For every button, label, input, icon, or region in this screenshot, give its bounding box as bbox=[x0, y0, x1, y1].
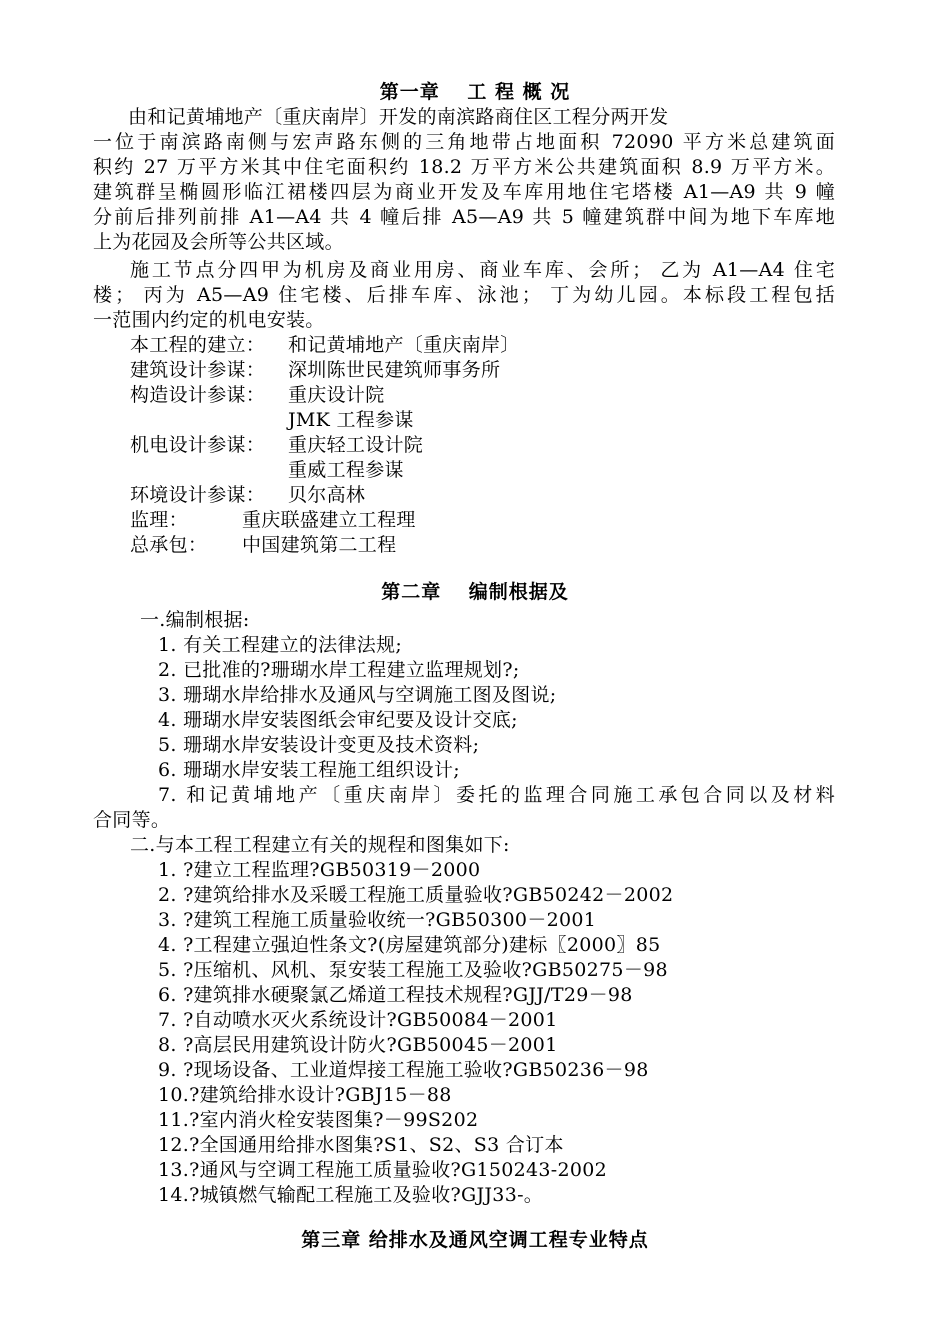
standards-list-item: 7. ?自动喷水灭火系统设计?GB50084－2001 bbox=[158, 1009, 558, 1031]
basis-list-item: 1. 有关工程建立的法律法规; bbox=[158, 634, 403, 656]
standards-list-item: 1. ?建立工程监理?GB50319－2000 bbox=[158, 859, 481, 881]
info-field-value: 深圳陈世民建筑师事务所 bbox=[288, 359, 501, 381]
chapter3-title: 第三章 给排水及通风空调工程专业特点 bbox=[301, 1229, 649, 1251]
info-field-architect bbox=[130, 358, 500, 383]
basis-list-item: 4. 珊瑚水岸安装图纸会审纪要及设计交底; bbox=[158, 709, 518, 731]
info-field-label: 构造设计参谋： bbox=[130, 384, 266, 406]
info-field-mep-2 bbox=[130, 458, 404, 483]
info-field-supervisor bbox=[130, 508, 416, 533]
info-field-contractor bbox=[130, 533, 396, 558]
standards-list-item: 2. ?建筑给排水及采暖工程施工质量验收?GB50242－2002 bbox=[158, 884, 674, 906]
info-field-landscape bbox=[130, 483, 365, 508]
standards-list-item: 12.?全国通用给排水图集?S1、S2、S3 合订本 bbox=[158, 1134, 564, 1156]
info-field-label: 建筑设计参谋： bbox=[130, 359, 266, 381]
standards-list-item: 11.?室内消火栓安装图集?－99S202 bbox=[158, 1109, 479, 1131]
chapter1-paragraph1-line: 一位于南滨路南侧与宏声路东侧的三角地带占地面积 72090 平方米总建筑面 bbox=[93, 131, 835, 153]
basis-list-item: 2. 已批准的?珊瑚水岸工程建立监理规划?; bbox=[158, 659, 520, 681]
chapter1-paragraph2-line: 一范围内约定的机电安装。 bbox=[93, 309, 325, 331]
section2-title: 二.与本工程工程建立有关的规程和图集如下: bbox=[130, 834, 510, 856]
info-field-value: 重庆设计院 bbox=[288, 384, 385, 406]
chapter1-paragraph1-line: 建筑群呈椭圆形临江裙楼四层为商业开发及车库用地住宅塔楼 A1—A9 共 9 幢 bbox=[93, 181, 835, 203]
standards-list-item: 8. ?高层民用建筑设计防火?GB50045－2001 bbox=[158, 1034, 558, 1056]
info-field-label: 监理： bbox=[130, 509, 188, 531]
basis-list-item: 5. 珊瑚水岸安装设计变更及技术资料; bbox=[158, 734, 480, 756]
basis-list-item-continuation: 合同等。 bbox=[93, 809, 171, 831]
chapter1-paragraph1-line: 由和记黄埔地产〔重庆南岸〕开发的南滨路商住区工程分两开发 bbox=[128, 106, 669, 128]
info-field-value: JMK 工程参谋 bbox=[288, 409, 414, 431]
chapter1-paragraph1-line: 分前后排列前排 A1—A4 共 4 幢后排 A5—A9 共 5 幢建筑群中间为地下车库地 bbox=[93, 206, 835, 228]
standards-list-item: 13.?通风与空调工程施工质量验收?G150243-2002 bbox=[158, 1159, 608, 1181]
basis-list-item: 6. 珊瑚水岸安装工程施工组织设计; bbox=[158, 759, 460, 781]
info-field-label: 总承包： bbox=[130, 534, 208, 556]
section1-title: 一.编制根据: bbox=[140, 609, 250, 631]
chapter1-paragraph1-line: 积约 27 万平方米其中住宅面积约 18.2 万平方米公共建筑面积 8.9 万平方米。 bbox=[93, 156, 835, 178]
chapter1-title: 第一章 工 程 概 况 bbox=[379, 81, 571, 103]
standards-list-item: 14.?城镇燃气输配工程施工及验收?GJJ33-。 bbox=[158, 1184, 544, 1206]
standards-list-item: 10.?建筑给排水设计?GBJ15－88 bbox=[158, 1084, 452, 1106]
info-field-mep bbox=[130, 433, 423, 458]
basis-list-item: 3. 珊瑚水岸给排水及通风与空调施工图及图说; bbox=[158, 684, 557, 706]
standards-list-item: 3. ?建筑工程施工质量验收统一?GB50300－2001 bbox=[158, 909, 597, 931]
standards-list-item: 6. ?建筑排水硬聚氯乙烯道工程技术规程?GJJ/T29－98 bbox=[158, 984, 633, 1006]
chapter1-paragraph2-line: 楼； 丙为 A5—A9 住宅楼、后排车库、泳池； 丁为幼儿园。本标段工程包括 bbox=[93, 284, 835, 306]
info-field-label: 本工程的建立： bbox=[130, 334, 266, 356]
info-field-value: 重庆轻工设计院 bbox=[288, 434, 424, 456]
info-field-value: 和记黄埔地产〔重庆南岸〕 bbox=[288, 334, 520, 356]
chapter2-title: 第二章 编制根据及 bbox=[381, 581, 569, 603]
standards-list-item: 9. ?现场设备、工业道焊接工程施工验收?GB50236－98 bbox=[158, 1059, 649, 1081]
info-field-value: 重威工程参谋 bbox=[288, 459, 404, 481]
standards-list-item: 5. ?压缩机、风机、泵安装工程施工及验收?GB50275－98 bbox=[158, 959, 668, 981]
info-field-structural bbox=[130, 383, 385, 408]
chapter1-paragraph2-line: 施工节点分四甲为机房及商业用房、商业车库、会所； 乙为 A1—A4 住宅 bbox=[130, 259, 835, 281]
info-field-owner bbox=[130, 333, 520, 358]
info-field-label: 环境设计参谋： bbox=[130, 484, 266, 506]
info-field-value: 贝尔高林 bbox=[288, 484, 366, 506]
info-field-structural-2 bbox=[130, 408, 414, 433]
info-field-value: 重庆联盛建立工程理 bbox=[242, 509, 416, 531]
info-field-label: 机电设计参谋： bbox=[130, 434, 266, 456]
info-field-value: 中国建筑第二工程 bbox=[242, 534, 397, 556]
chapter1-paragraph1-line: 上为花园及会所等公共区域。 bbox=[93, 231, 344, 253]
standards-list-item: 4. ?工程建立强迫性条文?(房屋建筑部分)建标〖2000〗85 bbox=[158, 934, 661, 956]
basis-list-item: 7. 和记黄埔地产〔重庆南岸〕委托的监理合同施工承包合同以及材料 bbox=[158, 784, 835, 806]
